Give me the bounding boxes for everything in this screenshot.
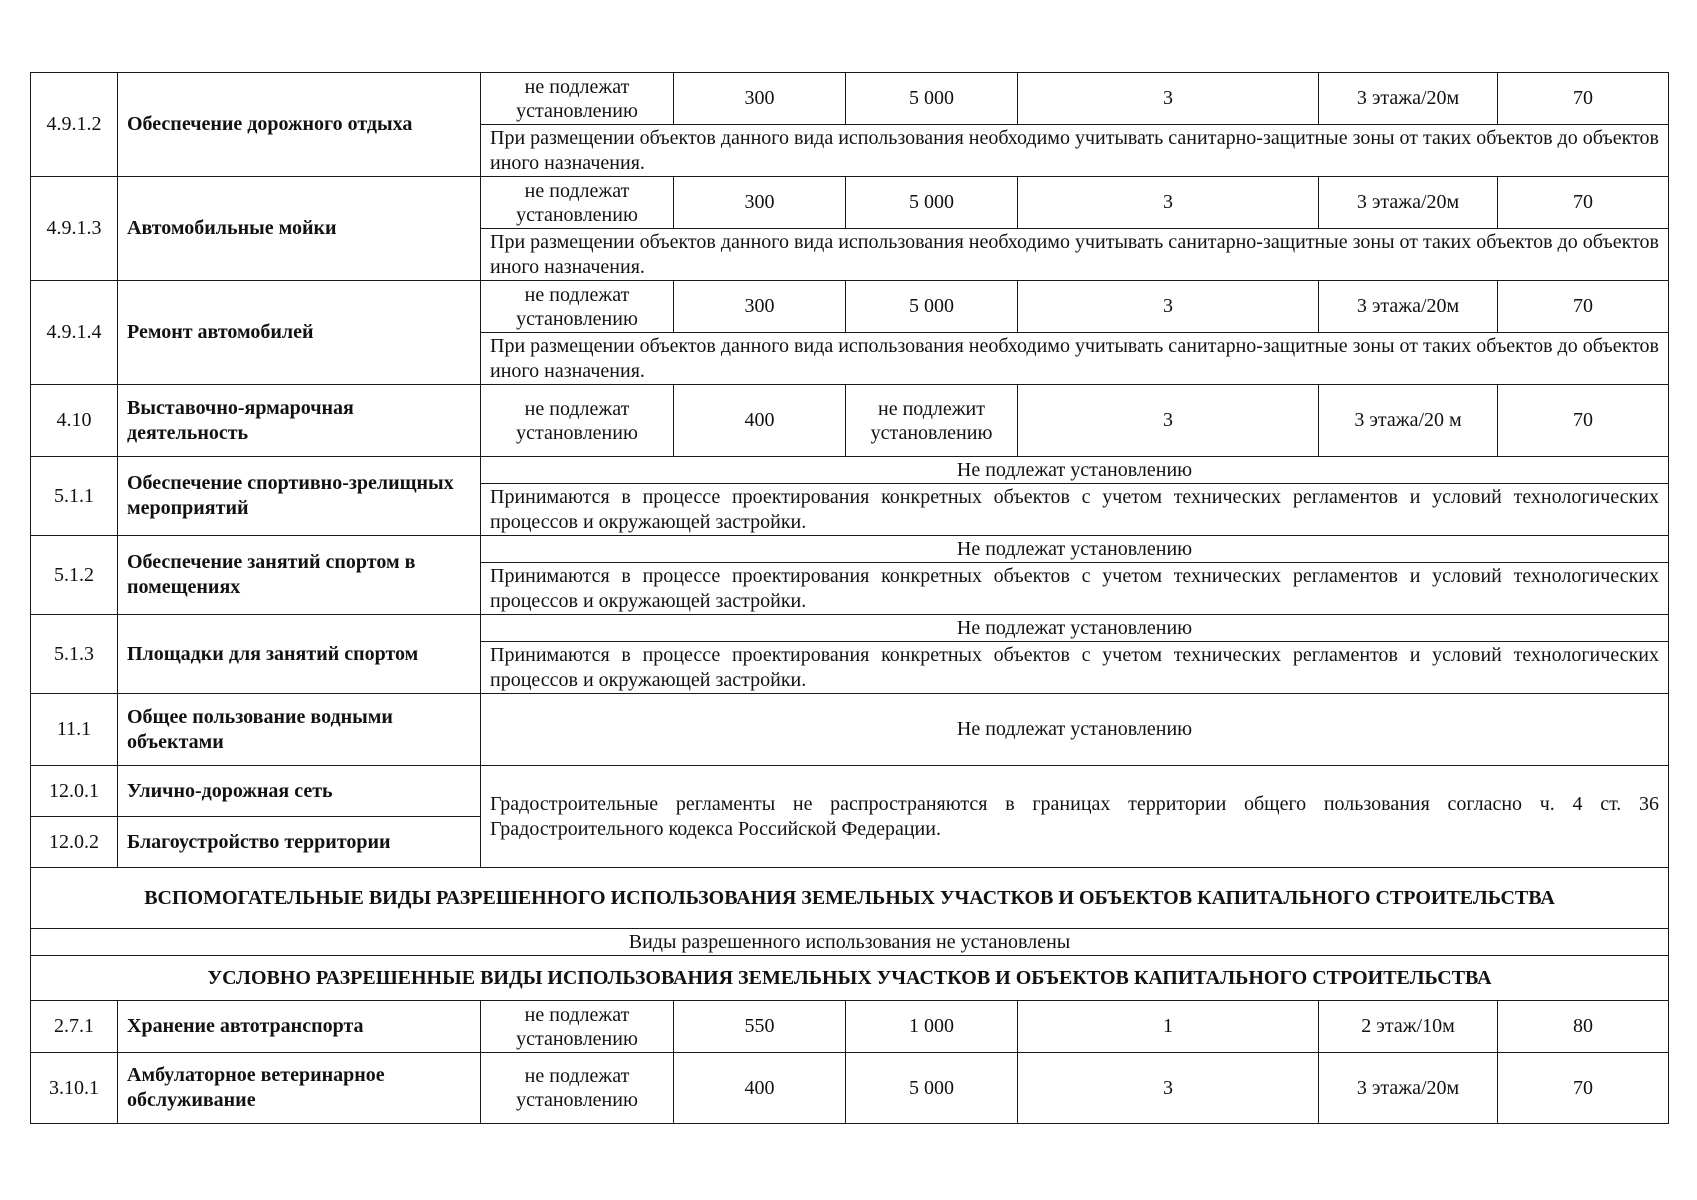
section-heading-row	[31, 956, 1669, 1001]
row-code: 11.1	[31, 694, 118, 766]
section-heading: ВСПОМОГАТЕЛЬНЫЕ ВИДЫ РАЗРЕШЕННОГО ИСПОЛЬЗОВАНИЯ ЗЕМЕЛЬНЫХ УЧАСТКОВ И ОБЪЕКТОВ КАПИТАЛЬНОГО СТРОИТЕЛЬСТВА	[31, 868, 1669, 929]
row-code: 4.9.1.2	[31, 73, 118, 177]
row-code: 4.9.1.4	[31, 281, 118, 385]
regulations-table	[30, 72, 1669, 1124]
cell-value: не подлежат установлению	[481, 281, 674, 333]
cell-value: не подлежат установлению	[481, 177, 674, 229]
row-status: Не подлежат установлению	[481, 457, 1669, 484]
table-row	[31, 385, 1669, 457]
cell-value: 300	[674, 281, 846, 333]
row-name: Амбулаторное ветеринарное обслуживание	[118, 1053, 481, 1124]
row-name: Общее пользование водными объектами	[118, 694, 481, 766]
row-name: Обеспечение спортивно-зрелищных мероприятий	[118, 457, 481, 536]
cell-value: 5 000	[846, 281, 1018, 333]
cell-value: 300	[674, 177, 846, 229]
row-name: Площадки для занятий спортом	[118, 615, 481, 694]
row-name: Улично-дорожная сеть	[118, 766, 481, 817]
cell-value: 3	[1018, 281, 1319, 333]
table-row	[31, 536, 1669, 563]
cell-value: не подлежат установлению	[481, 385, 674, 457]
row-status: Не подлежат установлению	[481, 536, 1669, 563]
cell-value: 5 000	[846, 73, 1018, 125]
row-code: 5.1.3	[31, 615, 118, 694]
cell-value: 70	[1498, 177, 1669, 229]
row-note: Принимаются в процессе проектирования конкретных объектов с учетом технических регламентов и условий технологических процессов и окружающей застройки.	[481, 642, 1669, 694]
table-row	[31, 929, 1669, 956]
cell-value: 3	[1018, 1053, 1319, 1124]
table-row	[31, 766, 1669, 817]
cell-value: 3 этажа/20м	[1319, 281, 1498, 333]
row-name: Обеспечение занятий спортом в помещениях	[118, 536, 481, 615]
table-row	[31, 457, 1669, 484]
row-status: Не подлежат установлению	[481, 694, 1669, 766]
cell-value: 400	[674, 385, 846, 457]
table-row	[31, 1001, 1669, 1053]
cell-value: 400	[674, 1053, 846, 1124]
row-name: Ремонт автомобилей	[118, 281, 481, 385]
row-name: Выставочно-ярмарочная деятельность	[118, 385, 481, 457]
table-row	[31, 694, 1669, 766]
cell-value: 70	[1498, 385, 1669, 457]
cell-value: 3 этажа/20м	[1319, 73, 1498, 125]
cell-value: 5 000	[846, 177, 1018, 229]
cell-value: 3 этажа/20м	[1319, 177, 1498, 229]
cell-value: 550	[674, 1001, 846, 1053]
row-code: 2.7.1	[31, 1001, 118, 1053]
row-code: 5.1.2	[31, 536, 118, 615]
cell-value: 80	[1498, 1001, 1669, 1053]
row-name: Благоустройство территории	[118, 817, 481, 868]
table-row	[31, 73, 1669, 125]
row-code: 4.10	[31, 385, 118, 457]
cell-value: 3	[1018, 73, 1319, 125]
row-code: 12.0.1	[31, 766, 118, 817]
cell-value: 3	[1018, 385, 1319, 457]
cell-value: 3 этажа/20 м	[1319, 385, 1498, 457]
table-row	[31, 281, 1669, 333]
row-note: При размещении объектов данного вида использования необходимо учитывать санитарно-защитные зоны от таких объектов до объектов иного назначения.	[481, 229, 1669, 281]
section-heading: УСЛОВНО РАЗРЕШЕННЫЕ ВИДЫ ИСПОЛЬЗОВАНИЯ ЗЕМЕЛЬНЫХ УЧАСТКОВ И ОБЪЕКТОВ КАПИТАЛЬНОГО СТРОИТЕЛЬСТВА	[31, 956, 1669, 1001]
cell-value: 5 000	[846, 1053, 1018, 1124]
cell-value: 300	[674, 73, 846, 125]
row-note: Градостроительные регламенты не распространяются в границах территории общего пользования согласно ч. 4 ст. 36 Градостроительного кодекса Российской Федерации.	[481, 766, 1669, 868]
row-note: При размещении объектов данного вида использования необходимо учитывать санитарно-защитные зоны от таких объектов до объектов иного назначения.	[481, 125, 1669, 177]
cell-value: не подлежат установлению	[481, 1001, 674, 1053]
row-code: 3.10.1	[31, 1053, 118, 1124]
table-row	[31, 177, 1669, 229]
cell-value: 70	[1498, 73, 1669, 125]
cell-value: 70	[1498, 281, 1669, 333]
row-code: 4.9.1.3	[31, 177, 118, 281]
cell-value: 3	[1018, 177, 1319, 229]
row-note: Принимаются в процессе проектирования конкретных объектов с учетом технических регламентов и условий технологических процессов и окружающей застройки.	[481, 484, 1669, 536]
section-heading-row	[31, 868, 1669, 929]
row-note: При размещении объектов данного вида использования необходимо учитывать санитарно-защитные зоны от таких объектов до объектов иного назначения.	[481, 333, 1669, 385]
row-name: Автомобильные мойки	[118, 177, 481, 281]
cell-value: 2 этаж/10м	[1319, 1001, 1498, 1053]
cell-value: не подлежит установлению	[846, 385, 1018, 457]
row-name: Обеспечение дорожного отдыха	[118, 73, 481, 177]
cell-value: 1 000	[846, 1001, 1018, 1053]
cell-value: не подлежат установлению	[481, 73, 674, 125]
row-code: 12.0.2	[31, 817, 118, 868]
table-row	[31, 615, 1669, 642]
row-name: Хранение автотранспорта	[118, 1001, 481, 1053]
cell-value: не подлежат установлению	[481, 1053, 674, 1124]
cell-value: 1	[1018, 1001, 1319, 1053]
row-status: Не подлежат установлению	[481, 615, 1669, 642]
table-row	[31, 1053, 1669, 1124]
cell-value: 70	[1498, 1053, 1669, 1124]
section-note: Виды разрешенного использования не установлены	[31, 929, 1669, 956]
row-note: Принимаются в процессе проектирования конкретных объектов с учетом технических регламентов и условий технологических процессов и окружающей застройки.	[481, 563, 1669, 615]
cell-value: 3 этажа/20м	[1319, 1053, 1498, 1124]
row-code: 5.1.1	[31, 457, 118, 536]
